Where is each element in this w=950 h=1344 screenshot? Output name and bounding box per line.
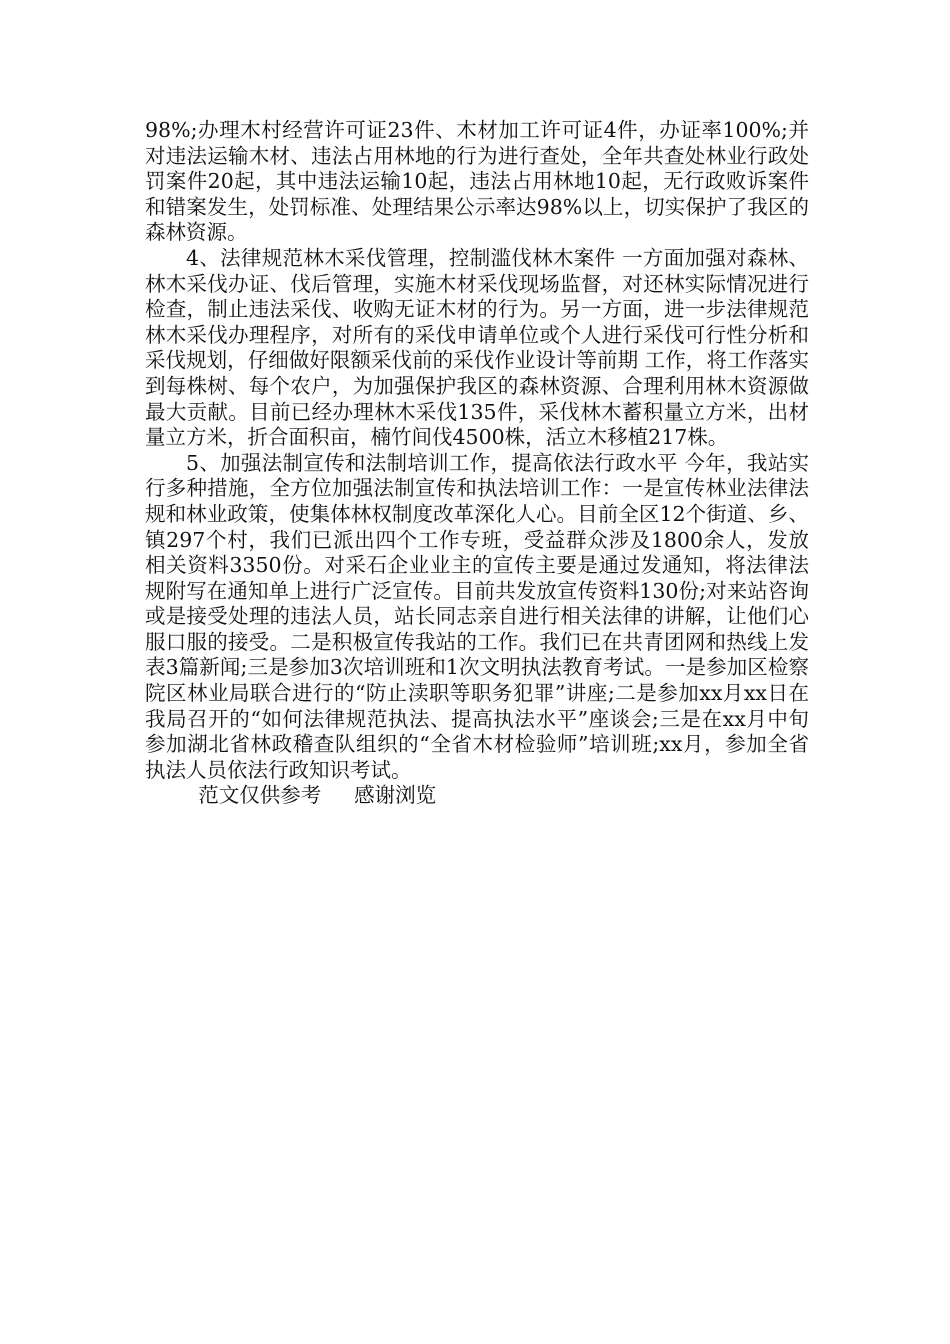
paragraph-continuation: 98%;办理木村经营许可证23件、木材加工许可证4件，办证率100%;并对违法运输木材、违法占用林地的行为进行查处，全年共查处林业行政处罚案件20起，其中违法运输10起，违法占用林地10起，无行政败诉案件和错案发生，处罚标准、处理结果公示率达98%以上，切实保护了我区的森林资源。 (145, 118, 809, 245)
document-body (145, 118, 809, 809)
footer-reference-text: 范文仅供参考 (198, 783, 322, 808)
footer-thanks-text: 感谢浏览 (354, 783, 437, 808)
paragraph-item-4: 4、法律规范林木采伐管理，控制滥伐林木案件 一方面加强对森林、林木采伐办证、伐后管理，实施木材采伐现场监督，对还林实际情况进行检查，制止违法采伐、收购无证木材的行为。另一方面，进一步法律规范林木采伐办理程序，对所有的采伐申请单位或个人进行采伐可行性分析和采伐规划，仔细做好限额采伐前的采伐作业设计等前期 工作，将工作落实到每株树、每个农户，为加强保护我区的森林资源、合理利用林木资源做最大贡献。目前已经办理林木采伐135件，采伐林木蓄积量立方米，出材量立方米，折合面积亩，楠竹间伐4500株，活立木移植217株。 (145, 245, 809, 450)
paragraph-item-5: 5、加强法制宣传和法制培训工作，提高依法行政水平 今年，我站实行多种措施，全方位加强法制宣传和执法培训工作：一是宣传林业法律法规和林业政策，使集体林权制度改革深化人心。目前全区12个街道、乡、镇297个村，我们已派出四个工作专班，受益群众涉及1800余人，发放相关资料3350份。对采石企业业主的宣传主要是通过发通知，将法律法规附写在通知单上进行广泛宣传。目前共发放宣传资料130份;对来站咨询或是接受处理的违法人员，站长同志亲自进行相关法律的讲解，让他们心服口服的接受。二是积极宣传我站的工作。我们已在共青团网和热线上发表3篇新闻;三是参加3次培训班和1次文明执法教育考试。一是参加区检察院区林业局联合进行的“防止渎职等职务犯罪”讲座;二是参加xx月xx日在我局召开的“如何法律规范执法、提高执法水平”座谈会;三是在xx月中旬参加湖北省林政稽查队组织的“全省木材检验师”培训班;xx月，参加全省执法人员依法行政知识考试。 (145, 450, 809, 782)
footer-note (145, 783, 809, 809)
